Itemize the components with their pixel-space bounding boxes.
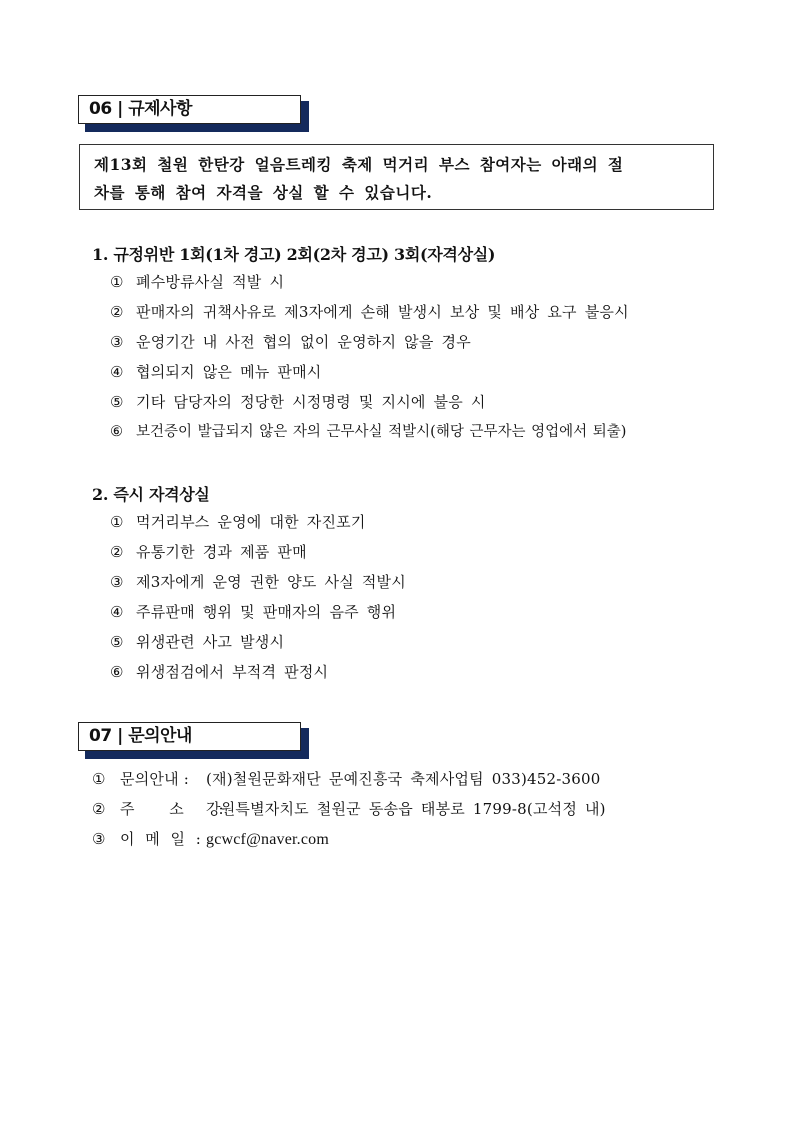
notice-line-1: 제13회 철원 한탄강 얼음트레킹 축제 먹거리 부스 참여자는 아래의 절	[94, 155, 624, 174]
list-item	[110, 567, 406, 597]
notice-box	[79, 144, 714, 210]
list-item	[110, 597, 406, 627]
contact-list	[92, 764, 606, 854]
list-marker: ③	[110, 333, 124, 351]
section-heading-06-label: 06 | 규제사항	[78, 95, 301, 124]
section-heading-07-label: 07 | 문의안내	[78, 722, 301, 751]
list-item-text: 제3자에게 운영 권한 양도 사실 적발시	[136, 573, 406, 591]
list-item-text: 유통기한 경과 제품 판매	[136, 543, 307, 561]
list-item-text: 운영기간 내 사전 협의 없이 운영하지 않을 경우	[136, 333, 471, 351]
list-marker: ③	[92, 830, 106, 848]
list-marker: ④	[110, 603, 124, 621]
list-item	[110, 537, 406, 567]
list-marker: ⑥	[110, 424, 123, 440]
list-item	[110, 417, 629, 447]
list-marker: ①	[92, 770, 106, 788]
contact-row-address	[92, 794, 606, 824]
list-marker: ⑤	[110, 633, 124, 651]
contact-label: 주 소 :	[120, 800, 224, 818]
list-item	[110, 387, 629, 417]
list-item-text: 판매자의 귀책사유로 제3자에게 손해 발생시 보상 및 배상 요구 불응시	[136, 303, 629, 321]
list-item-text: 주류판매 행위 및 판매자의 음주 행위	[136, 603, 397, 621]
list-item	[110, 507, 406, 537]
list-item	[110, 357, 629, 387]
list-marker: ②	[110, 543, 124, 561]
list-item-text: 위생점검에서 부적격 판정시	[136, 663, 329, 681]
list-marker: ⑤	[110, 393, 124, 411]
list-item-text: 폐수방류사실 적발 시	[136, 273, 285, 291]
section-heading-07	[78, 722, 310, 758]
list-marker: ③	[110, 573, 124, 591]
group-title-immediate: 2. 즉시 자격상실	[92, 485, 210, 504]
contact-label: 이 메 일 :	[120, 830, 201, 848]
list-item-text: 기타 담당자의 정당한 시정명령 및 지시에 불응 시	[136, 393, 486, 411]
contact-row-inquiry	[92, 764, 606, 794]
list-item	[110, 627, 406, 657]
email-link[interactable]: gcwcf@naver.com	[206, 831, 330, 848]
immediate-list	[110, 507, 406, 687]
list-item-text: 위생관련 사고 발생시	[136, 633, 285, 651]
list-item-text: 보건증이 발급되지 않은 자의 근무사실 적발시(해당 근무자는 영업에서 퇴출)	[136, 424, 627, 440]
list-marker: ①	[110, 513, 124, 531]
list-item-text: 먹거리부스 운영에 대한 자진포기	[136, 513, 366, 531]
list-item	[110, 267, 629, 297]
contact-label: 문의안내 :	[120, 770, 189, 788]
list-marker: ④	[110, 363, 124, 381]
list-marker: ②	[110, 303, 124, 321]
violation-list	[110, 267, 629, 447]
list-marker: ⑥	[110, 663, 124, 681]
list-marker: ②	[92, 800, 106, 818]
contact-value: 강원특별자치도 철원군 동송읍 태봉로 1799-8(고석정 내)	[206, 800, 606, 818]
notice-line-2: 차를 통해 참여 자격을 상실 할 수 있습니다.	[94, 183, 433, 202]
list-item-text: 협의되지 않은 메뉴 판매시	[136, 363, 322, 381]
group-title-violation: 1. 규정위반 1회(1차 경고) 2회(2차 경고) 3회(자격상실)	[92, 245, 496, 264]
contact-value: (재)철원문화재단 문예진흥국 축제사업팀 033)452-3600	[206, 770, 601, 788]
list-item	[110, 657, 406, 687]
contact-row-email	[92, 824, 606, 854]
section-heading-06	[78, 95, 310, 131]
list-item	[110, 327, 629, 357]
list-marker: ①	[110, 273, 124, 291]
list-item	[110, 297, 629, 327]
